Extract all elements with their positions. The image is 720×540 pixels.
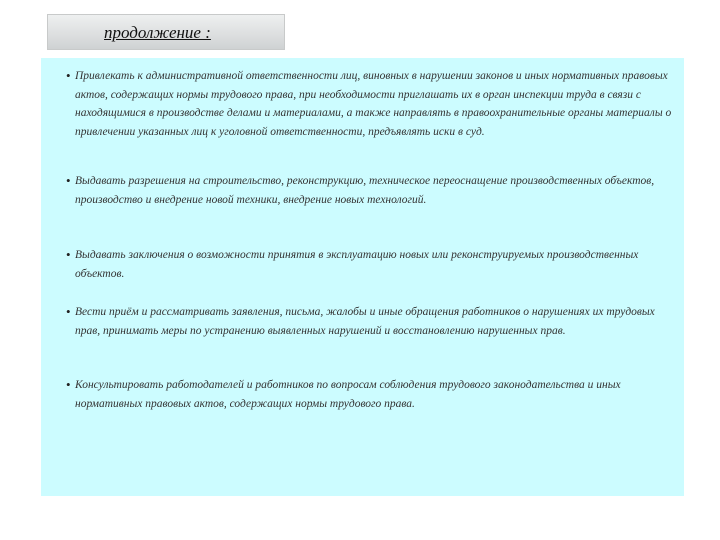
slide-title: продолжение : [104, 23, 211, 42]
bullet-icon: • [66, 173, 71, 188]
bullet-icon: • [66, 304, 71, 319]
title-banner [47, 14, 285, 50]
content-panel [41, 58, 684, 496]
list-item-text: Консультировать работодателей и работников по вопросам соблюдения трудового законодательства и иных нормативных правовых актов, содержащих нормы трудового права. [75, 379, 621, 410]
list-item-text: Выдавать заключения о возможности принятия в эксплуатацию новых или реконструируемых производственных объектов. [75, 249, 639, 280]
bullet-icon: • [66, 247, 71, 262]
bullet-icon: • [66, 377, 71, 392]
list-item-text: Вести приём и рассматривать заявления, письма, жалобы и иные обращения работников о нарушениях их трудовых прав, принимать меры по устранению выявленных нарушений и восстановлению нарушенных прав. [75, 306, 655, 337]
bullet-icon: • [66, 68, 71, 83]
list-item-text: Привлекать к административной ответственности лиц, виновных в нарушении законов и иных нормативных правовых актов, содержащих нормы трудового права, при необходимости приглашать их в орган инспекции труда в связи с находящимися в производстве делами и материалами, а также направлять в правоохранительные органы материалы о привлечении указанных лиц к уголовной ответственности, предъявлять иски в суд. [75, 70, 672, 138]
list-item-text: Выдавать разрешения на строительство, реконструкцию, техническое переоснащение производственных объектов, производство и внедрение новой техники, внедрение новых технологий. [75, 175, 655, 206]
